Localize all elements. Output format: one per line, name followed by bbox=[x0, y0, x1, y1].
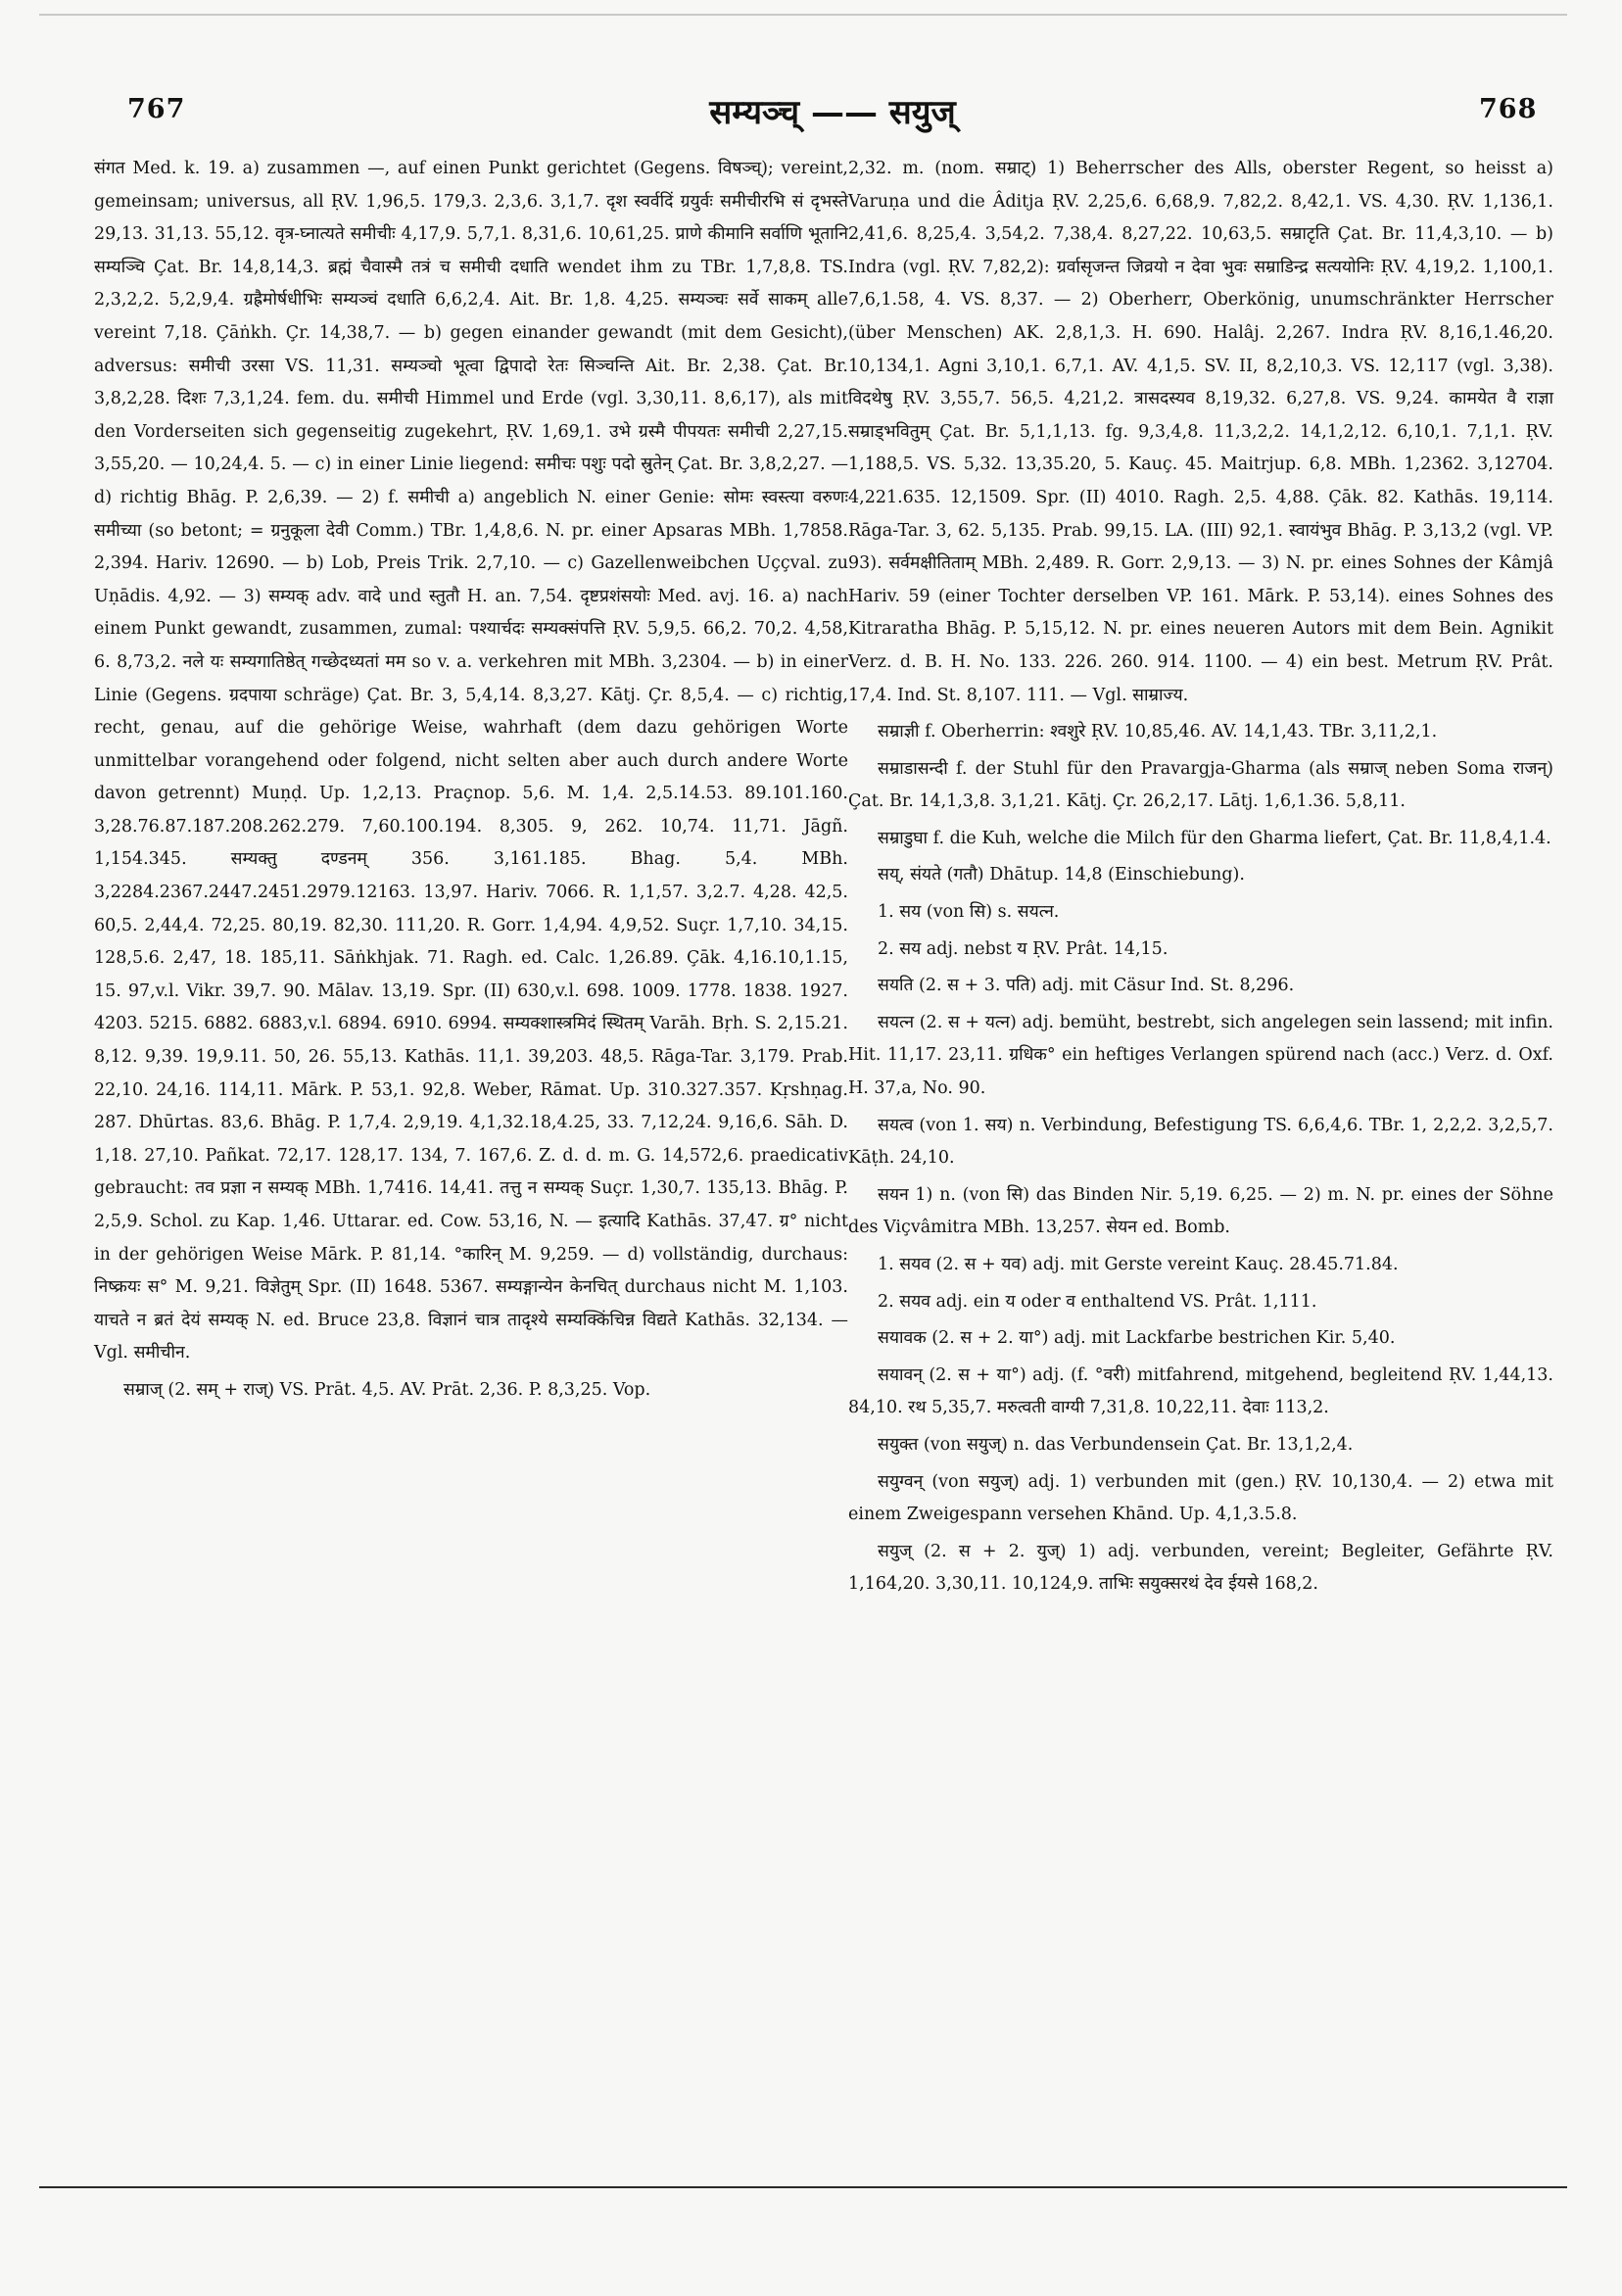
entry-sayuktva: सयुक्त (von सयुज्) n. das Verbundensein Çat. Br. 13,1,2,4. bbox=[878, 1434, 1354, 1455]
entry-sayatna: सयत्न (2. स + यत्न) adj. bemüht, bestrebt, sich angelegen sein lassend; mit infin. Hit. 11,17. 23,11. ग्रधिक° ein heftiges Verlangen spürend nach (acc.) Verz. d. Oxf. H. 37,a, No. 90. bbox=[848, 1012, 1553, 1099]
entry-saya-1: 1. सय (von सि) s. सयत्न. bbox=[878, 902, 1060, 923]
entry-saya-2: 2. सय adj. nebst य ṚV. Prât. 14,15. bbox=[878, 938, 1169, 959]
entry-samrajni: सम्राज्ञी f. Oberherrin: श्वशुरे ṚV. 10,85,46. AV. 14,1,43. TBr. 3,11,2,1. bbox=[878, 722, 1438, 742]
entry-sayugvan: सयुग्वन् (von सयुज्) adj. 1) verbunden mit (gen.) ṚV. 10,130,4. — 2) etwa mit einem Zweigespann versehen Khānd. Up. 4,1,3.5.8. bbox=[848, 1471, 1553, 1525]
right-column bbox=[848, 153, 1553, 1602]
entry-sayava-2: 2. सयव adj. ein य oder व enthaltend VS. Prât. 1,111. bbox=[878, 1291, 1317, 1312]
entry-sayati: सयति (2. स + 3. पति) adj. mit Cäsur Ind. St. 8,296. bbox=[878, 976, 1295, 996]
entry-samradugha: सम्राडुघा f. die Kuh, welche die Milch für den Gharma liefert, Çat. Br. 11,8,4,1.4. bbox=[878, 828, 1551, 848]
page-number-left: 767 bbox=[127, 94, 186, 124]
bottom-rule bbox=[39, 2186, 1567, 2188]
entry-sayavan: सयावन् (2. स + या°) adj. (f. °वरी) mitfahrend, mitgehend, begleitend ṚV. 1,44,13. 84,10. रथ 5,35,7. मरुत्वती वाग्यी 7,31,8. 10,22,11. देवाः 113,2. bbox=[848, 1364, 1553, 1418]
entry-samraj: सम्राज् (2. सम् + राज्) VS. Prāt. 4,5. AV. Prāt. 2,36. P. 8,3,25. Vop. bbox=[123, 1379, 651, 1400]
entry-sayana: सयन 1) n. (von सि) das Binden Nir. 5,19. 6,25. — 2) m. N. pr. eines der Söhne des Viçvâmitra MBh. 13,257. सेयन ed. Bomb. bbox=[848, 1184, 1553, 1238]
entry-samradasandi: सम्राडासन्दी f. der Stuhl für den Pravargja-Gharma (als सम्राज् neben Soma राजन्) Çat. Br. 14,1,3,8. 3,1,21. Kātj. Çr. 26,2,17. Lātj. 1,6,1.36. 5,8,11. bbox=[848, 758, 1553, 812]
entry-sayava-1: 1. सयव (2. स + यव) adj. mit Gerste vereint Kauç. 28.45.71.84. bbox=[878, 1255, 1399, 1274]
left-column bbox=[94, 153, 848, 1408]
page-number-right: 768 bbox=[1479, 94, 1538, 124]
entry-sayavaka: सयावक (2. स + 2. या°) adj. mit Lackfarbe bestrichen Kir. 5,40. bbox=[878, 1328, 1396, 1349]
top-rule bbox=[39, 14, 1567, 16]
entry-sayuj: सयुज् (2. स + 2. युज्) 1) adj. verbunden, vereint; Begleiter, Gefährte ṚV. 1,164,20. 3,30,11. 10,124,9. ताभिः सयुक्सरथं देव ईयसे 168,2. bbox=[848, 1541, 1553, 1595]
entry-samyanc-continued: संगत Med. k. 19. a) zusammen —, auf einen Punkt gerichtet (Gegens. विषञ्च्); vereint, gemeinsam; universus, all ṚV. 1,96,5. 179,3. 2,3,6. 3,1,7. दृश स्वर्वदिं ग्रयुर्वः समीचीरभि सं दृभस्ते 29,13. 31,13. 55,12. वृत्र-घ्नात्यते समीचीः 4,17,9. 5,7,1. 8,31,6. 10,61,25. प्राणे कीमानि सर्वाणि भूतानि सम्यञ्चि Çat. Br. 14,8,14,3. ब्रह्मं चैवास्मै तत्रं च समीची दधाति wendet ihm zu TBr. 1,7,8,8. TS. 2,3,2,2. 5,2,9,4. ग्रह्रैमोर्षधीभिः सम्यञ्चं दधाति 6,6,2,4. Ait. Br. 1,8. 4,25. सम्यञ्चः सर्वे साकम् alle vereint 7,18. Çāṅkh. Çr. 14,38,7. — b) gegen einander gewandt (mit dem Gesicht), adversus: समीची उरसा VS. 11,31. सम्यञ्चो भूत्वा द्विपादो रेतः सिञ्चन्ति Ait. Br. 2,38. Çat. Br. 3,8,2,28. दिशः 7,3,1,24. fem. du. समीची Himmel und Erde (vgl. 3,30,11. 8,6,17), als mit den Vorderseiten sich gegenseitig zugekehrt, ṚV. 1,69,1. उभे ग्रस्मै पीपयतः समीची 2,27,15. 3,55,20. — 10,24,4. 5. — c) in einer Linie liegend: समीचः पशुः पदो स्रुतेन् Çat. Br. 3,8,2,27. — d) richtig Bhāg. P. 2,6,39. — 2) f. समीची a) angeblich N. einer Genie: सोमः स्वस्त्या वरुणः समीच्या (so betont; = ग्रनुकूला देवी Comm.) TBr. 1,4,8,6. N. pr. einer Apsaras MBh. 1,7858. 2,394. Hariv. 12690. — b) Lob, Preis Trik. 2,7,10. — c) Gazellenweibchen Uççval. zu Uṇādis. 4,92. — 3) सम्यक् adv. वादे und स्तुतौ H. an. 7,54. दृष्टप्रशंसयोः Med. avj. 16. a) nach einem Punkt gewandt, zusammen, zumal: पश्यार्चदः सम्यक्संपत्ति ṚV. 5,9,5. 66,2. 70,2. 4,58, 6. 8,73,2. नले यः सम्यगातिष्ठेत् गच्छेदध्यतां मम so v. a. verkehren mit MBh. 3,2304. — b) in einer Linie (Gegens. ग्रदपाया schräge) Çat. Br. 3, 5,4,14. 8,3,27. Kātj. Çr. 8,5,4. — c) richtig, recht, genau, auf die gehörige Weise, wahrhaft (dem dazu gehörigen Worte unmittelbar vorangehend oder folgend, nicht selten aber auch durch andere Worte davon getrennt) Muṇḍ. Up. 1,2,13. Praçnop. 5,6. M. 1,4. 2,5.14.53. 89.101.160. 3,28.76.87.187.208.262.279. 7,60.100.194. 8,305. 9, 262. 10,74. 11,71. Jāgñ. 1,154.345. सम्यक्तु दण्डनम् 356. 3,161.185. Bhag. 5,4. MBh. 3,2284.2367.2447.2451.2979.12163. 13,97. Hariv. 7066. R. 1,1,57. 3,2.7. 4,28. 42,5. 60,5. 2,44,4. 72,25. 80,19. 82,30. 111,20. R. Gorr. 1,4,94. 4,9,52. Suçr. 1,7,10. 34,15. 128,5.6. 2,47, 18. 185,11. Sāṅkhjak. 71. Ragh. ed. Calc. 1,26.89. Çāk. 4,16.10,1.15, 15. 97,v.l. Vikr. 39,7. 90. Mālav. 13,19. Spr. (II) 630,v.l. 698. 1009. 1778. 1838. 1927. 4203. 5215. 6882. 6883,v.l. 6894. 6910. 6994. सम्यक्शास्त्रमिदं स्थितम् Varāh. Bṛh. S. 2,15.21. 8,12. 9,39. 19,9.11. 50, 26. 55,13. Kathās. 11,1. 39,203. 48,5. Rāga-Tar. 3,179. Prab. 22,10. 24,16. 114,11. Mārk. P. 53,1. 92,8. Weber, Rāmat. Up. 310.327.357. Kṛshṇag. 287. Dhūrtas. 83,6. Bhāg. P. 1,7,4. 2,9,19. 4,1,32.18,4.25, 33. 7,12,24. 9,16,6. Sāh. D. 1,18. 27,10. Pañkat. 72,17. 128,17. 134, 7. 167,6. Z. d. d. m. G. 14,572,6. praedicativ gebraucht: तव प्रज्ञा न सम्यक् MBh. 1,7416. 14,41. तत्तु न सम्यक् Suçr. 1,30,7. 135,13. Bhāg. P. 2,5,9. Schol. zu Kap. 1,46. Uttarar. ed. Cow. 53,16, N. — इत्यादि Kathās. 37,47. ग्र° nicht in der gehörigen Weise Mārk. P. 81,14. °कारिन् M. 9,259. — d) vollständig, durchaus: निष्क्रयः स° M. 9,21. विज्ञेतुम् Spr. (II) 1648. 5367. सम्यङ्गान्येन केनचित् durchaus nicht M. 1,103. याचते न ब्रतं देयं सम्यक् N. ed. Bruce 23,8. विज्ञानं चात्र तादृश्ये सम्यक्किंचिन्न विद्यते Kathās. 32,134. — Vgl. समीचीन. bbox=[94, 159, 848, 1363]
running-title: सम्यञ्च् —— सयुज् bbox=[709, 93, 956, 132]
entry-samraj-continued: 2,32. m. (nom. सम्राट्) 1) Beherrscher des Alls, oberster Regent, so heisst a) Varuṇa und die Âditja ṚV. 2,25,6. 6,68,9. 7,82,2. 8,42,1. VS. 4,30. ṚV. 1,136,1. 2,41,6. 8,25,4. 3,54,2. 7,38,4. 8,27,22. 10,63,5. सम्राटृति Çat. Br. 11,4,3,10. — b) Indra (vgl. ṚV. 7,82,2): ग्रर्वासृजन्त जिव्रयो न देवा भुवः सम्राडिन्द्र सत्ययोनिः ṚV. 4,19,2. 1,100,1. 7,6,1.58, 4. VS. 8,37. — 2) Oberherr, Oberkönig, unumschränkter Herrscher (über Menschen) AK. 2,8,1,3. H. 690. Halâj. 2,267. Indra ṚV. 8,16,1.46,20. 10,134,1. Agni 3,10,1. 6,7,1. AV. 4,1,5. SV. II, 8,2,10,3. VS. 12,117 (vgl. 3,38). विदथेषु ṚV. 3,55,7. 56,5. 4,21,2. त्रासदस्यव 8,19,32. 6,27,8. VS. 9,24. कामयेत वै राज्ञा सम्राड्भवितुम् Çat. Br. 5,1,1,13. fg. 9,3,4,8. 11,3,2,2. 14,1,2,12. 6,10,1. 7,1,1. ṚV. 1,188,5. VS. 5,32. 13,35.20, 5. Kauç. 45. Maitrjup. 6,8. MBh. 1,2362. 3,12704. 4,221.635. 12,1509. Spr. (II) 4010. Ragh. 2,5. 4,88. Çāk. 82. Kathās. 19,114. Rāga-Tar. 3, 62. 5,135. Prab. 99,15. LA. (III) 92,1. स्वायंभुव Bhāg. P. 3,13,2 (vgl. VP. 93). सर्वमक्षीतिताम् MBh. 2,489. R. Gorr. 2,9,13. — 3) N. pr. eines Sohnes der Kâmjâ Hariv. 59 (einer Tochter derselben VP. 161. Mārk. P. 53,14). eines Sohnes des Kitraratha Bhāg. P. 5,15,12. N. pr. eines neueren Autors mit dem Bein. Agnikit Verz. d. B. H. No. 133. 226. 260. 914. 1100. — 4) ein best. Metrum ṚV. Prât. 17,4. Ind. St. 8,107. 111. — Vgl. साम्राज्य. bbox=[848, 159, 1553, 705]
entry-sayatva: सयत्व (von 1. सय) n. Verbindung, Befestigung TS. 6,6,4,6. TBr. 1, 2,2,2. 3,2,5,7. Kāṭh. 24,10. bbox=[848, 1115, 1553, 1169]
entry-say: सय्, संयते (गतौ) Dhātup. 14,8 (Einschiebung). bbox=[878, 865, 1245, 885]
